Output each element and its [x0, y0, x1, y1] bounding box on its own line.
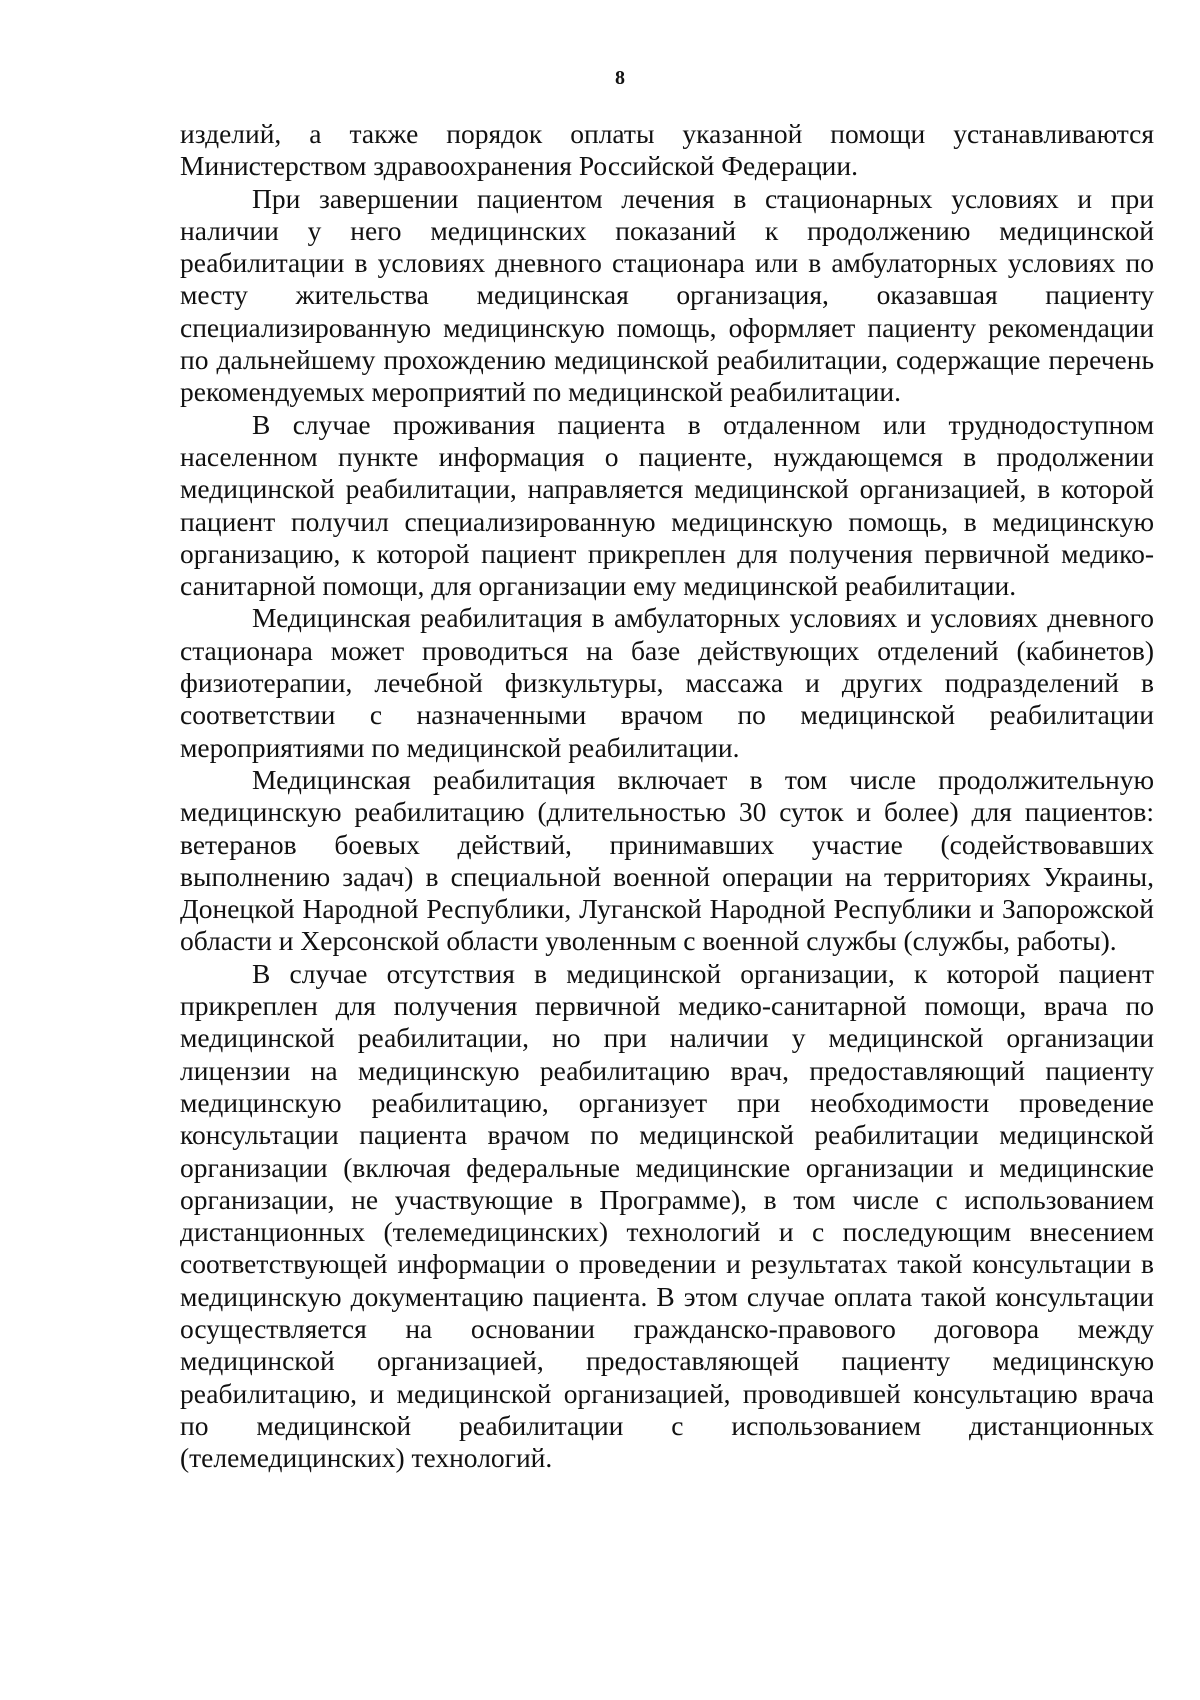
document-body	[180, 118, 1154, 1474]
paragraph-remote-settlement: В случае проживания пациента в отдаленном или труднодоступном населенном пункте информация о пациенте, нуждающемся в продолжении медицинской реабилитации, направляется медицинской организацией, в которой пациент получил специализированную медицинскую помощь, в медицинскую организацию, к которой пациент прикреплен для получения первичной медико-санитарной помощи, для организации ему медицинской реабилитации.	[180, 408, 1154, 602]
paragraph-continuation: изделий, а также порядок оплаты указанной помощи устанавливаются Министерством здравоохранения Российской Федерации.	[180, 118, 1154, 182]
paragraph-long-term-rehab: Медицинская реабилитация включает в том числе продолжительную медицинскую реабилитацию (длительностью 30 суток и более) для пациентов: ветеранов боевых действий, принимавших участие (содействовавших выполнению задач) в специальной военной операции на территориях Украины, Донецкой Народной Республики, Луганской Народной Республики и Запорожской области и Херсонской области уволенным с военной службы (службы, работы).	[180, 763, 1154, 957]
paragraph-telemedicine-consultation: В случае отсутствия в медицинской организации, к которой пациент прикреплен для получения первичной медико-санитарной помощи, врача по медицинской реабилитации, но при наличии у медицинской организации лицензии на медицинскую реабилитацию врач, предоставляющий пациенту медицинскую реабилитацию, организует при необходимости проведение консультации пациента врачом по медицинской реабилитации медицинской организации (включая федеральные медицинские организации и медицинские организации, не участвующие в Программе), в том числе с использованием дистанционных (телемедицинских) технологий и с последующим внесением соответствующей информации о проведении и результатах такой консультации в медицинскую документацию пациента. В этом случае оплата такой консультации осуществляется на основании гражданско-правового договора между медицинской организацией, предоставляющей пациенту медицинскую реабилитацию, и медицинской организацией, проводившей консультацию врача по медицинской реабилитации с использованием дистанционных (телемедицинских) технологий.	[180, 957, 1154, 1474]
paragraph-rehab-recommendations: При завершении пациентом лечения в стационарных условиях и при наличии у него медицинских показаний к продолжению медицинской реабилитации в условиях дневного стационара или в амбулаторных условиях по месту жительства медицинская организация, оказавшая пациенту специализированную медицинскую помощь, оформляет пациенту рекомендации по дальнейшему прохождению медицинской реабилитации, содержащие перечень рекомендуемых мероприятий по медицинской реабилитации.	[180, 182, 1154, 408]
paragraph-outpatient-rehab: Медицинская реабилитация в амбулаторных условиях и условиях дневного стационара может проводиться на базе действующих отделений (кабинетов) физиотерапии, лечебной физкультуры, массажа и других подразделений в соответствии с назначенными врачом по медицинской реабилитации мероприятиями по медицинской реабилитации.	[180, 602, 1154, 763]
page-number: 8	[615, 67, 625, 89]
